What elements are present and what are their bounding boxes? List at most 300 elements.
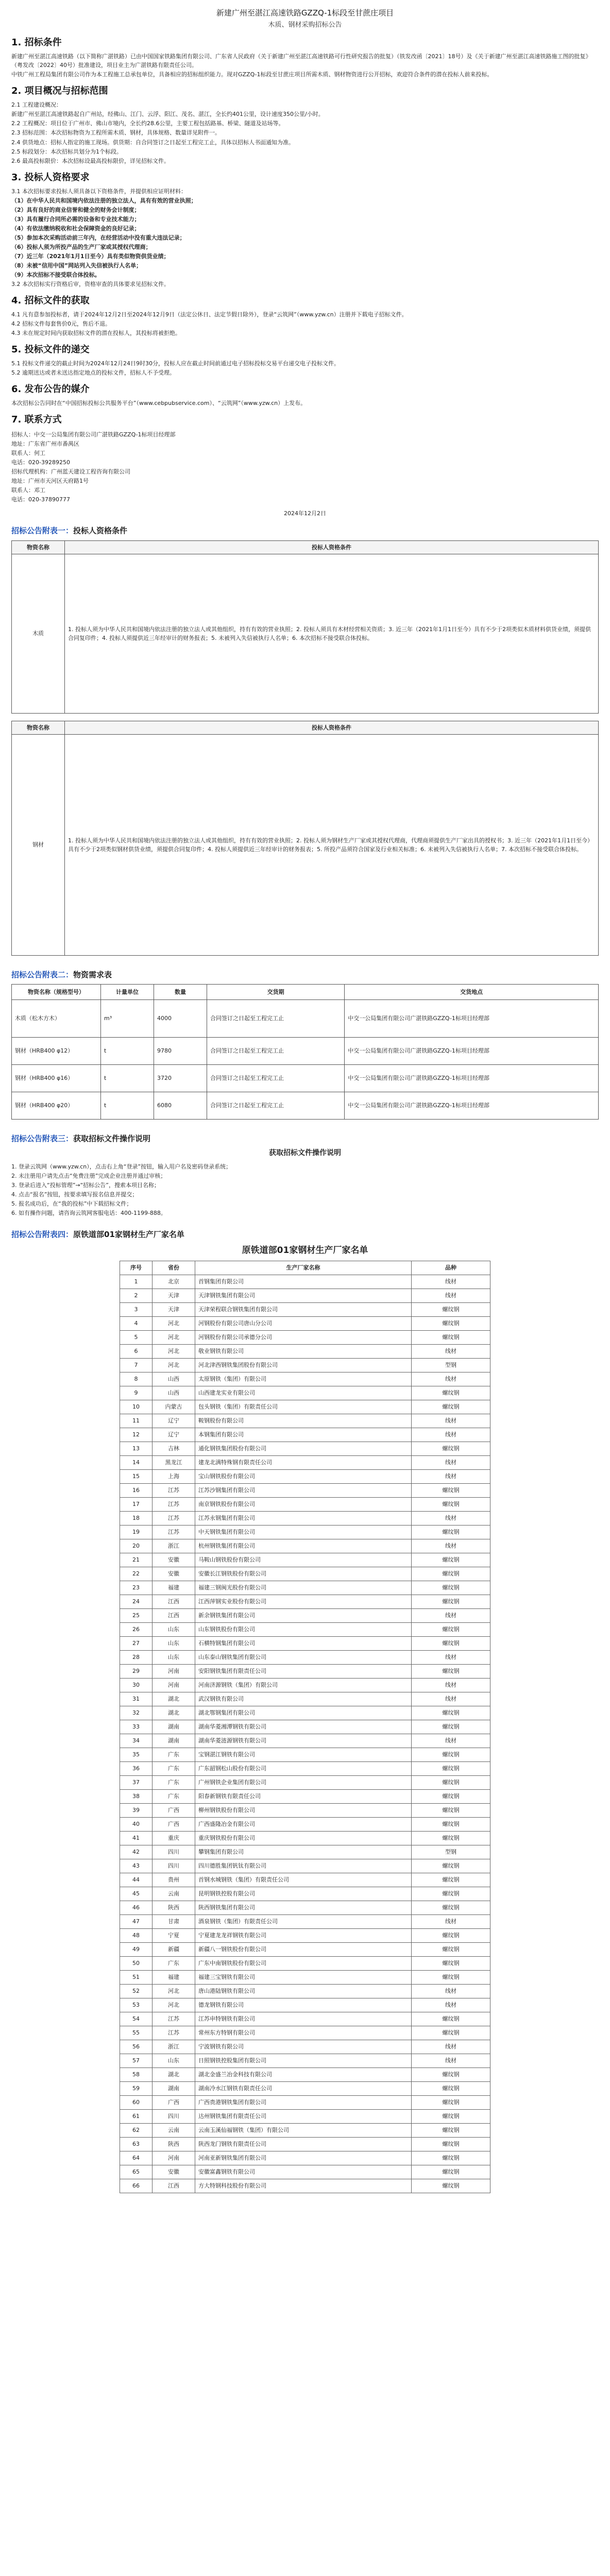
- table-cell: 阳春新钢铁有限责任公司: [195, 1789, 412, 1803]
- section-6-body: [11, 399, 599, 408]
- instruction-step: 4. 点击“报名”按钮，按要求填写报名信息并提交；: [11, 1191, 138, 1198]
- manufacturer-list: [120, 1244, 490, 2193]
- qualification-table-2: [11, 721, 599, 956]
- table-cell: 钢材（HRB400 φ12）: [12, 1037, 101, 1064]
- table-cell: 45: [120, 1887, 152, 1901]
- section-2-body: [11, 100, 599, 165]
- table-row: [12, 999, 599, 1037]
- table-cell: 南京钢铁股份有限公司: [195, 1497, 412, 1511]
- table-cell: 线材: [412, 1650, 490, 1664]
- table-cell: 54: [120, 2012, 152, 2026]
- column-header: 品种: [412, 1261, 490, 1275]
- table-cell: 四川德胜集团钒钛有限公司: [195, 1859, 412, 1873]
- table-row: [120, 1525, 490, 1539]
- attachment-name: 原铁道部01家钢材生产厂家名单: [73, 1230, 184, 1240]
- table-cell: 山东: [152, 1650, 195, 1664]
- page-title: 新建广州至湛江高速铁路GZZQ-1标段至甘蔗庄项目: [216, 8, 394, 18]
- table-cell: 中交一公局集团有限公司广湛铁路GZZQ-1标项目经理部: [345, 1037, 599, 1064]
- paragraph: 2.6 最高投标限价：本次招标设最高投标限价，详见招标文件。: [11, 157, 170, 164]
- table-cell: 杭州钢铁集团有限公司: [195, 1539, 412, 1553]
- column-header: 物资名称: [12, 540, 65, 554]
- table-cell: 型钢: [412, 1358, 490, 1372]
- table-cell: 天津钢铁集团有限公司: [195, 1289, 412, 1302]
- table-cell: 河北: [152, 1316, 195, 1330]
- table-cell: 47: [120, 1914, 152, 1928]
- table-cell: t: [101, 1064, 154, 1092]
- instruction-step: 5. 报名成功后，在“我的投标”中下载招标文件；: [11, 1200, 132, 1208]
- table-cell: 42: [120, 1845, 152, 1859]
- table-cell: 46: [120, 1901, 152, 1914]
- table-row: [120, 1775, 490, 1789]
- table-cell: 9780: [154, 1037, 207, 1064]
- table-cell: 螺纹钢: [412, 1664, 490, 1678]
- table-cell: 螺纹钢: [412, 1483, 490, 1497]
- table-cell: 敬业钢铁有限公司: [195, 1344, 412, 1358]
- table-cell: 64: [120, 2151, 152, 2165]
- table-row: [120, 2040, 490, 2054]
- table-cell: 螺纹钢: [412, 2179, 490, 2193]
- table-cell: 湖北金盛兰冶金科技有限公司: [195, 2067, 412, 2081]
- table-cell: 57: [120, 2054, 152, 2067]
- table-cell: 38: [120, 1789, 152, 1803]
- table-cell: 钢材（HRB400 φ16）: [12, 1064, 101, 1092]
- table-cell: 河南亚新钢铁集团有限公司: [195, 2151, 412, 2165]
- table-cell: 48: [120, 1928, 152, 1942]
- table-row: [120, 1608, 490, 1622]
- table-row: [120, 1428, 490, 1442]
- instruction-step: 3. 登录后进入“投标管理”→“招标公告”，搜索本项目名称；: [11, 1181, 160, 1189]
- table-cell: 山西建龙实业有限公司: [195, 1386, 412, 1400]
- table-row: [120, 1316, 490, 1330]
- table-cell: 合同签订之日起至工程完工止: [207, 1092, 345, 1119]
- table-cell: 螺纹钢: [412, 1553, 490, 1567]
- table-cell: 51: [120, 1970, 152, 1984]
- table-cell: t: [101, 1092, 154, 1119]
- contact-line: 联系人：邓工: [11, 487, 45, 494]
- table-cell: 螺纹钢: [412, 1831, 490, 1845]
- table-cell: 线材: [412, 1275, 490, 1289]
- table-row: [120, 1998, 490, 2012]
- table-cell: 广西: [152, 1817, 195, 1831]
- table-cell: 河南济源钢铁（集团）有限公司: [195, 1678, 412, 1692]
- table-cell: 太原钢铁（集团）有限公司: [195, 1372, 412, 1386]
- table-cell: 螺纹钢: [412, 1302, 490, 1316]
- table-cell: 螺纹钢: [412, 1316, 490, 1330]
- table-row: [120, 1330, 490, 1344]
- table-header-row: [12, 984, 599, 999]
- column-header: 生产厂家名称: [195, 1261, 412, 1275]
- table-cell: 柳州钢铁股份有限公司: [195, 1803, 412, 1817]
- table-cell: 螺纹钢: [412, 1761, 490, 1775]
- table-cell: 宝山钢铁股份有限公司: [195, 1469, 412, 1483]
- table-row: [120, 1831, 490, 1845]
- table-row: [120, 1942, 490, 1956]
- requirement-item: （4）有依法缴纳税收和社会保障资金的良好记录；: [11, 225, 140, 232]
- publish-date: 2024年12月2日: [284, 510, 326, 517]
- column-header: 物资名称: [12, 721, 65, 734]
- contact-line: 地址：广州市天河区天府路1号: [11, 478, 89, 485]
- table-cell: 53: [120, 1998, 152, 2012]
- instruction-heading: 获取招标文件操作说明: [269, 1149, 341, 1158]
- table-row: [120, 2054, 490, 2067]
- table-cell: 16: [120, 1483, 152, 1497]
- table-cell: 安徽: [152, 1553, 195, 1567]
- section-1-body: [11, 52, 599, 79]
- paragraph: 5.2 逾期送达或者未送达指定地点的投标文件，招标人不予受理。: [11, 369, 175, 377]
- table-cell: 线材: [412, 1998, 490, 2012]
- table-cell: 螺纹钢: [412, 2012, 490, 2026]
- table-cell: 四川: [152, 1859, 195, 1873]
- table-cell: 螺纹钢: [412, 1386, 490, 1400]
- table-cell: 33: [120, 1720, 152, 1734]
- table-row: [120, 1650, 490, 1664]
- table-cell: 攀钢集团有限公司: [195, 1845, 412, 1859]
- table-cell: 江苏: [152, 1525, 195, 1539]
- table-cell: 湖北: [152, 1706, 195, 1720]
- table-cell: 云南玉溪仙福钢铁（集团）有限公司: [195, 2123, 412, 2137]
- table-cell: 30: [120, 1678, 152, 1692]
- table-cell: 23: [120, 1581, 152, 1595]
- requirement-item: （6）投标人须为所投产品的生产厂家或其授权代理商；: [11, 243, 151, 250]
- qualification-table: [11, 540, 599, 714]
- table-cell: 山东钢铁股份有限公司: [195, 1622, 412, 1636]
- table-cell: 65: [120, 2165, 152, 2179]
- table-cell: 66: [120, 2179, 152, 2193]
- requirement-item: （5）参加本次采购活动前三年内，在经营活动中没有重大违法记录；: [11, 234, 185, 241]
- table-cell: 中天钢铁集团有限公司: [195, 1525, 412, 1539]
- table-row: [120, 2026, 490, 2040]
- table-cell: 3720: [154, 1064, 207, 1092]
- table-cell: 昆明钢铁控股有限公司: [195, 1887, 412, 1901]
- table-cell: 螺纹钢: [412, 1400, 490, 1414]
- paragraph: 4.1 凡有意参加投标者，请于2024年12月2日至2024年12月9日（法定公休日、法定节假日除外），登录“云筑网”（www.yzw.cn）注册并下载电子招标文件。: [11, 311, 408, 318]
- table-cell: 山东泰山钢铁集团有限公司: [195, 1650, 412, 1664]
- table-cell: 螺纹钢: [412, 1789, 490, 1803]
- table-cell: 陕西: [152, 2137, 195, 2151]
- table-cell: 江苏申特钢铁有限公司: [195, 2012, 412, 2026]
- attachment-number: 招标公告附表三：: [11, 1133, 74, 1143]
- table-cell: 辽宁: [152, 1428, 195, 1442]
- table-cell: 山西: [152, 1386, 195, 1400]
- table-cell: 线材: [412, 1455, 490, 1469]
- table-cell: 7: [120, 1358, 152, 1372]
- table-row: [120, 1302, 490, 1316]
- table-row: [120, 1845, 490, 1859]
- table-cell: 安徽: [152, 1567, 195, 1581]
- table-cell: 25: [120, 1608, 152, 1622]
- table-cell: 湖南: [152, 1720, 195, 1734]
- contact-block: [11, 430, 599, 504]
- table-row: [120, 1984, 490, 1998]
- section-4-title: 4. 招标文件的获取: [11, 295, 90, 307]
- table-cell: 线材: [412, 1414, 490, 1428]
- table-cell: 18: [120, 1511, 152, 1525]
- table-cell: 北京: [152, 1275, 195, 1289]
- requirement-item: （1）在中华人民共和国境内依法注册的独立法人，具有有效的营业执照；: [11, 197, 197, 204]
- table-row: [120, 1873, 490, 1887]
- table-cell: 螺纹钢: [412, 2095, 490, 2109]
- table-cell: 木质: [12, 554, 65, 713]
- table-row: [120, 2095, 490, 2109]
- table-cell: 湖南: [152, 2081, 195, 2095]
- table-cell: 螺纹钢: [412, 1636, 490, 1650]
- table-cell: 螺纹钢: [412, 1942, 490, 1956]
- paragraph: 2.3 招标范围：本次招标物资为工程所需木质、钢材，具体规格、数量详见附件一。: [11, 129, 221, 137]
- table-cell: 酒泉钢铁（集团）有限责任公司: [195, 1914, 412, 1928]
- table-row: [120, 1706, 490, 1720]
- table-cell: 河南: [152, 1664, 195, 1678]
- table-cell: 螺纹钢: [412, 1901, 490, 1914]
- table-cell: 陕西龙门钢铁有限责任公司: [195, 2137, 412, 2151]
- table-cell: 螺纹钢: [412, 1330, 490, 1344]
- table-cell: 石横特钢集团有限公司: [195, 1636, 412, 1650]
- column-header: 交货地点: [345, 984, 599, 999]
- table-row: [120, 1887, 490, 1901]
- table-cell: 河钢股份有限公司承德分公司: [195, 1330, 412, 1344]
- table-cell: 32: [120, 1706, 152, 1720]
- table-cell: 14: [120, 1455, 152, 1469]
- table-cell: 35: [120, 1748, 152, 1761]
- table-cell: 线材: [412, 1344, 490, 1358]
- contact-line: 招标人：中交一公局集团有限公司广湛铁路GZZQ-1标项目经理部: [11, 431, 176, 438]
- table-cell: 螺纹钢: [412, 2026, 490, 2040]
- table-cell: 55: [120, 2026, 152, 2040]
- table-cell: 线材: [412, 2054, 490, 2067]
- table-cell: 武汉钢铁有限公司: [195, 1692, 412, 1706]
- table-cell: 山东: [152, 2054, 195, 2067]
- table-cell: 山西: [152, 1372, 195, 1386]
- table-cell: 河北: [152, 1984, 195, 1998]
- paragraph: 2.2 工程概况：项目位于广州市、佛山市境内，全长约28.6公里，主要工程包括路基、桥梁、隧道及站场等。: [11, 120, 284, 127]
- section-7-title: 7. 联系方式: [11, 414, 62, 425]
- table-cell: 新疆八一钢铁股份有限公司: [195, 1942, 412, 1956]
- table-cell: 鞍钢股份有限公司: [195, 1414, 412, 1428]
- table-cell: 44: [120, 1873, 152, 1887]
- table-cell: 线材: [412, 1692, 490, 1706]
- table-row: [120, 1901, 490, 1914]
- table-cell: 58: [120, 2067, 152, 2081]
- contact-line: 电话：020-39289250: [11, 459, 70, 466]
- table-cell: 新疆: [152, 1942, 195, 1956]
- table-cell: 11: [120, 1414, 152, 1428]
- manufacturer-list-heading: 原铁道部01家钢材生产厂家名单: [242, 1245, 368, 1256]
- table-cell: 钢材（HRB400 φ20）: [12, 1092, 101, 1119]
- table-cell: 34: [120, 1734, 152, 1748]
- table-cell: 合同签订之日起至工程完工止: [207, 999, 345, 1037]
- table-row: [12, 1037, 599, 1064]
- table-row: [120, 2012, 490, 2026]
- table-cell: 线材: [412, 1984, 490, 1998]
- table-row: [120, 1553, 490, 1567]
- attachment-name: 获取招标文件操作说明: [73, 1133, 151, 1143]
- table-cell: 广东: [152, 1775, 195, 1789]
- table-row: [120, 1636, 490, 1650]
- table-cell: 41: [120, 1831, 152, 1845]
- table-cell: 河北: [152, 1998, 195, 2012]
- table-cell: 型钢: [412, 1845, 490, 1859]
- table-cell: 宁夏建龙龙祥钢铁有限公司: [195, 1928, 412, 1942]
- attachment-name: 物资需求表: [73, 970, 112, 979]
- column-header: 序号: [120, 1261, 152, 1275]
- column-header: 物资名称（规格型号）: [12, 984, 101, 999]
- table-row: [120, 1455, 490, 1469]
- table-row: [12, 734, 599, 955]
- table-cell: 6080: [154, 1092, 207, 1119]
- paragraph: 2.5 标段划分：本次招标共划分为1个标段。: [11, 148, 122, 155]
- table-cell: 线材: [412, 1539, 490, 1553]
- table-row: [120, 1970, 490, 1984]
- table-cell: 吉林: [152, 1442, 195, 1455]
- contact-line: 地址：广东省广州市番禺区: [11, 440, 79, 447]
- table-cell: 螺纹钢: [412, 1595, 490, 1608]
- table-cell: 螺纹钢: [412, 1567, 490, 1581]
- table-cell: 27: [120, 1636, 152, 1650]
- table-cell: 螺纹钢: [412, 2109, 490, 2123]
- table-cell: 江苏: [152, 1497, 195, 1511]
- table-row: [120, 1622, 490, 1636]
- table-cell: 6: [120, 1344, 152, 1358]
- table-cell: 螺纹钢: [412, 1873, 490, 1887]
- table-cell: 上海: [152, 1469, 195, 1483]
- attachment-number: 招标公告附表四：: [11, 1230, 74, 1240]
- table-cell: 螺纹钢: [412, 1775, 490, 1789]
- table-cell: 31: [120, 1692, 152, 1706]
- table-cell: t: [101, 1037, 154, 1064]
- table-cell: 5: [120, 1330, 152, 1344]
- demand-table: [11, 984, 599, 1120]
- table-cell: 方大特钢科技股份有限公司: [195, 2179, 412, 2193]
- table-cell: 天津: [152, 1302, 195, 1316]
- table-cell: 安阳钢铁集团有限责任公司: [195, 1664, 412, 1678]
- section-5-title: 5. 投标文件的递交: [11, 344, 90, 355]
- table-cell: 21: [120, 1553, 152, 1567]
- table-cell: 12: [120, 1428, 152, 1442]
- table-row: [120, 1692, 490, 1706]
- table-row: [12, 1064, 599, 1092]
- section-3-title: 3. 投标人资格要求: [11, 172, 90, 183]
- table-cell: m³: [101, 999, 154, 1037]
- table-cell: 湖南: [152, 1734, 195, 1748]
- table-cell: 广东: [152, 1761, 195, 1775]
- table-cell: 新余钢铁集团有限公司: [195, 1608, 412, 1622]
- table-cell: 2: [120, 1289, 152, 1302]
- table-cell: 福建: [152, 1970, 195, 1984]
- manufacturer-rows: [120, 1275, 490, 2193]
- table-cell: 广西: [152, 1803, 195, 1817]
- table-cell: 江苏沙钢集团有限公司: [195, 1483, 412, 1497]
- table-cell: 1. 投标人须为中华人民共和国境内依法注册的独立法人或其他组织，持有有效的营业执照；2. 投标人须为钢材生产厂家或其授权代理商，代理商须提供生产厂家出具的授权书；3. 近三年（2021年1月1日至今）具有不少于2项类似钢材供货业绩，须提供合同复印件；4. 投标人须提供近三年经审计的财务报表；5. 所投产品须符合国家及行业相关标准；6. 未被列入失信被执行人名单；7. 本次招标不接受联合体投标。: [65, 734, 599, 955]
- table-cell: 广东韶钢松山股份有限公司: [195, 1761, 412, 1775]
- table-cell: 湖南冷水江钢铁有限责任公司: [195, 2081, 412, 2095]
- table-row: [120, 2067, 490, 2081]
- attachment-number: 招标公告附表二：: [11, 970, 74, 979]
- requirement-item: （8）未被“信用中国”网站列入失信被执行人名单；: [11, 262, 142, 269]
- table-cell: 61: [120, 2109, 152, 2123]
- table-cell: 8: [120, 1372, 152, 1386]
- table-cell: 螺纹钢: [412, 2165, 490, 2179]
- table-row: [12, 554, 599, 713]
- table-cell: 1: [120, 1275, 152, 1289]
- table-cell: 广东中南钢铁股份有限公司: [195, 1956, 412, 1970]
- table-cell: 36: [120, 1761, 152, 1775]
- table-cell: 云南: [152, 2123, 195, 2137]
- table-cell: 江苏永钢集团有限公司: [195, 1511, 412, 1525]
- instruction-step: 2. 未注册用户请先点击“免费注册”完成企业注册并通过审核；: [11, 1172, 166, 1179]
- table-cell: 宁波钢铁有限公司: [195, 2040, 412, 2054]
- table-row: [120, 2081, 490, 2095]
- table-cell: 19: [120, 1525, 152, 1539]
- contact-line: 招标代理机构：广州蓝天建设工程咨询有限公司: [11, 468, 130, 476]
- table-cell: 线材: [412, 2040, 490, 2054]
- table-row: [120, 1914, 490, 1928]
- table-cell: 湖北: [152, 2067, 195, 2081]
- table-cell: 河钢股份有限公司唐山分公司: [195, 1316, 412, 1330]
- table-row: [120, 1372, 490, 1386]
- table-cell: 江西萍钢实业股份有限公司: [195, 1595, 412, 1608]
- table-cell: 1. 投标人须为中华人民共和国境内依法注册的独立法人或其他组织，持有有效的营业执照；2. 投标人须具有木材经营相关资质；3. 近三年（2021年1月1日至今）具有不少于2项类似木质材料供货业绩，须提供合同复印件；4. 投标人须提供近三年经审计的财务报表；5. 未被列入失信被执行人名单；6. 本次招标不接受联合体投标。: [65, 554, 599, 713]
- page-subtitle: 木质、钢材采购招标公告: [268, 21, 342, 29]
- body-text: [0, 36, 610, 2193]
- table-cell: 河北津西钢铁集团股份有限公司: [195, 1358, 412, 1372]
- table-cell: 建龙北满特殊钢有限责任公司: [195, 1455, 412, 1469]
- table-row: [120, 1386, 490, 1400]
- column-header: 交货期: [207, 984, 345, 999]
- table-cell: 中交一公局集团有限公司广湛铁路GZZQ-1标项目经理部: [345, 1064, 599, 1092]
- requirement-item: （3）具有履行合同所必需的设备和专业技术能力；: [11, 215, 140, 223]
- attachment-3-title: [11, 1133, 599, 1145]
- table-row: [120, 1442, 490, 1455]
- table-row: [120, 1720, 490, 1734]
- table-cell: 包头钢铁（集团）有限责任公司: [195, 1400, 412, 1414]
- table-row: [120, 1400, 490, 1414]
- table-row: [120, 1817, 490, 1831]
- table-cell: 江西: [152, 2179, 195, 2193]
- table-cell: 四川: [152, 1845, 195, 1859]
- table-cell: 52: [120, 1984, 152, 1998]
- table-cell: 江苏: [152, 1511, 195, 1525]
- table-cell: 螺纹钢: [412, 1887, 490, 1901]
- table-cell: 17: [120, 1497, 152, 1511]
- table-cell: 26: [120, 1622, 152, 1636]
- table-row: [12, 1092, 599, 1119]
- table-cell: 4: [120, 1316, 152, 1330]
- table-cell: 线材: [412, 1914, 490, 1928]
- table-cell: 50: [120, 1956, 152, 1970]
- table-cell: 达州钢铁集团有限责任公司: [195, 2109, 412, 2123]
- table-cell: 广东: [152, 1956, 195, 1970]
- table-cell: 24: [120, 1595, 152, 1608]
- table-cell: 中交一公局集团有限公司广湛铁路GZZQ-1标项目经理部: [345, 1092, 599, 1119]
- paragraph: 5.1 投标文件递交的截止时间为2024年12月24日9时30分，投标人应在截止时间前通过电子招标投标交易平台递交电子投标文件。: [11, 360, 340, 367]
- table-cell: 螺纹钢: [412, 1706, 490, 1720]
- table-row: [120, 1469, 490, 1483]
- table-cell: 螺纹钢: [412, 1817, 490, 1831]
- table-cell: 62: [120, 2123, 152, 2137]
- table-cell: 湖南华菱涟源钢铁有限公司: [195, 1734, 412, 1748]
- table-row: [120, 1275, 490, 1289]
- table-cell: 日照钢铁控股集团有限公司: [195, 2054, 412, 2067]
- table-row: [120, 2137, 490, 2151]
- column-header: 数量: [154, 984, 207, 999]
- table-row: [120, 2109, 490, 2123]
- table-cell: 28: [120, 1650, 152, 1664]
- table-cell: 螺纹钢: [412, 1497, 490, 1511]
- table-cell: 63: [120, 2137, 152, 2151]
- table-cell: 甘肃: [152, 1914, 195, 1928]
- table-cell: 首钢集团有限公司: [195, 1275, 412, 1289]
- table-cell: 线材: [412, 1511, 490, 1525]
- table-row: [120, 1748, 490, 1761]
